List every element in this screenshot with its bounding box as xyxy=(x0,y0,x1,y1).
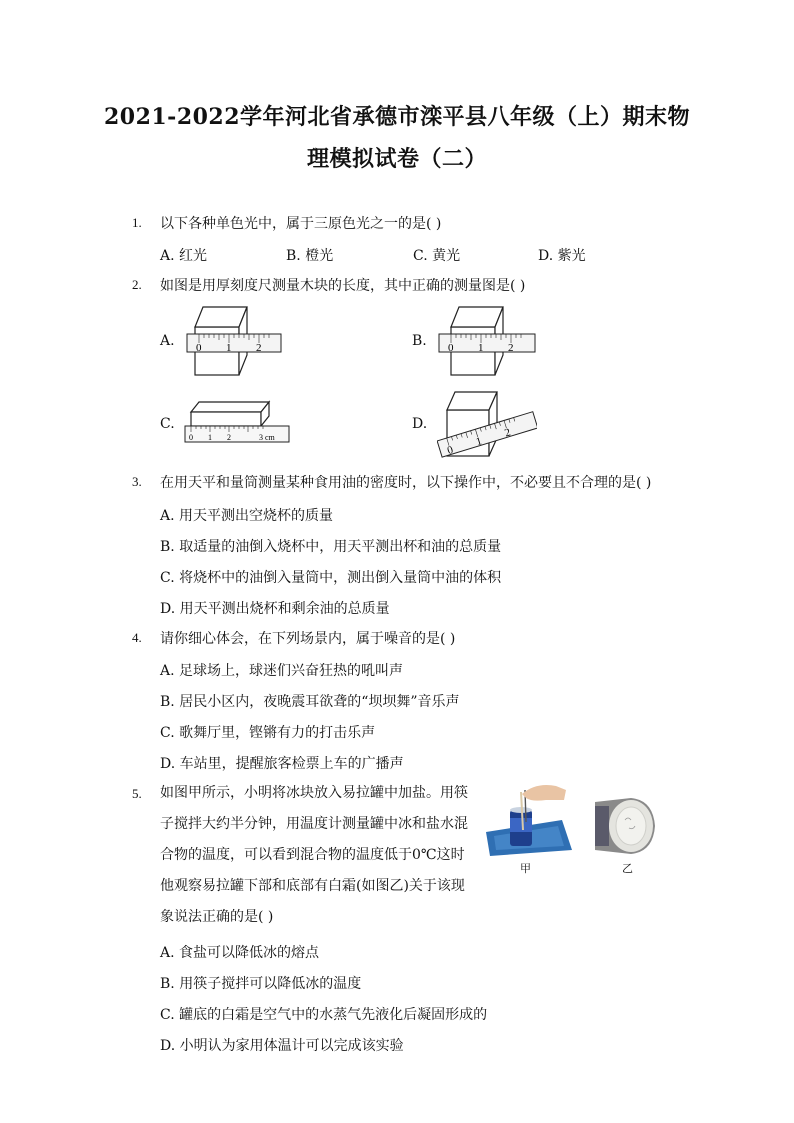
option-d: D. 车站里，提醒旅客检票上车的广播声 xyxy=(160,756,404,772)
tick-label: 2 xyxy=(256,342,262,354)
question-stem-line: 合物的温度，可以看到混合物的温度低于0℃这时 xyxy=(160,847,465,863)
tick-label: 1 xyxy=(226,342,232,354)
tick-label: 2 xyxy=(508,342,514,354)
option-c: C. 罐底的白霜是空气中的水蒸气先液化后凝固形成的 xyxy=(160,1007,488,1023)
option-d: D. 紫光 xyxy=(538,248,586,264)
figure-caption-yi: 乙 xyxy=(622,862,633,875)
question-number: 1. xyxy=(132,215,142,230)
option-c: C. 歌舞厅里，铿锵有力的打击乐声 xyxy=(160,725,376,741)
ruler-figure-d xyxy=(437,388,537,458)
tick-label: 0 xyxy=(189,433,193,442)
photo-yi-can-frost xyxy=(591,796,661,856)
tick-label: 0 xyxy=(445,443,455,458)
ruler-figure-a xyxy=(185,303,285,378)
figure-caption-jia: 甲 xyxy=(520,862,531,875)
tick-label: 1 xyxy=(474,435,484,449)
tick-label: 1 xyxy=(478,342,484,354)
question-stem: 在用天平和量筒测量某种食用油的密度时，以下操作中，不必要且不合理的是( ) xyxy=(160,475,652,491)
tick-label: 2 xyxy=(227,433,231,442)
option-b: B. 居民小区内，夜晚震耳欲聋的“坝坝舞”音乐声 xyxy=(160,694,460,710)
figure-label-d: D. xyxy=(412,416,428,432)
ruler-figure-b xyxy=(437,303,537,378)
photo-jia-can-stirring xyxy=(484,780,574,860)
question-stem: 如图是用厚刻度尺测量木块的长度，其中正确的测量图是( ) xyxy=(160,278,526,294)
tick-label: 3 cm xyxy=(259,433,275,442)
tick-label: 2 xyxy=(503,426,513,440)
figure-label-b: B. xyxy=(412,333,427,349)
tick-label: 0 xyxy=(448,342,454,354)
question-stem-line: 子搅拌大约半分钟，用温度计测量罐中冰和盐水混 xyxy=(160,816,468,832)
exam-title-line-2: 理模拟试卷（二） xyxy=(306,146,487,172)
option-b: B. 橙光 xyxy=(286,248,334,264)
question-number: 4. xyxy=(132,630,142,645)
option-a: A. 红光 xyxy=(160,248,208,264)
figure-label-c: C. xyxy=(160,416,175,432)
question-stem-line: 如图甲所示，小明将冰块放入易拉罐中加盐。用筷 xyxy=(160,785,468,801)
option-b: B. 用筷子搅拌可以降低冰的温度 xyxy=(160,976,362,992)
ruler-figure-c xyxy=(183,398,293,448)
question-number: 2. xyxy=(132,277,142,292)
figure-label-a: A. xyxy=(160,333,175,349)
exam-title-line-1: 2021-2022学年河北省承德市滦平县八年级（上）期末物 xyxy=(103,104,691,130)
question-stem: 以下各种单色光中，属于三原色光之一的是( ) xyxy=(160,216,442,232)
question-number: 5. xyxy=(132,786,142,801)
option-a: A. 食盐可以降低冰的熔点 xyxy=(160,945,320,961)
option-d: D. 小明认为家用体温计可以完成该实验 xyxy=(160,1038,404,1054)
tick-label: 0 xyxy=(196,342,202,354)
option-b: B. 取适量的油倒入烧杯中，用天平测出杯和油的总质量 xyxy=(160,539,502,555)
tick-label: 1 xyxy=(208,433,212,442)
option-c: C. 黄光 xyxy=(413,248,461,264)
option-a: A. 用天平测出空烧杯的质量 xyxy=(160,508,334,524)
question-stem-line: 他观察易拉罐下部和底部有白霜(如图乙)关于该现 xyxy=(160,878,465,894)
option-c: C. 将烧杯中的油倒入量筒中，测出倒入量筒中油的体积 xyxy=(160,570,502,586)
question-stem: 请你细心体会，在下列场景内，属于噪音的是( ) xyxy=(160,631,456,647)
question-stem-line: 象说法正确的是( ) xyxy=(160,909,274,925)
question-number: 3. xyxy=(132,474,142,489)
option-d: D. 用天平测出烧杯和剩余油的总质量 xyxy=(160,601,390,617)
option-a: A. 足球场上，球迷们兴奋狂热的吼叫声 xyxy=(160,663,404,679)
